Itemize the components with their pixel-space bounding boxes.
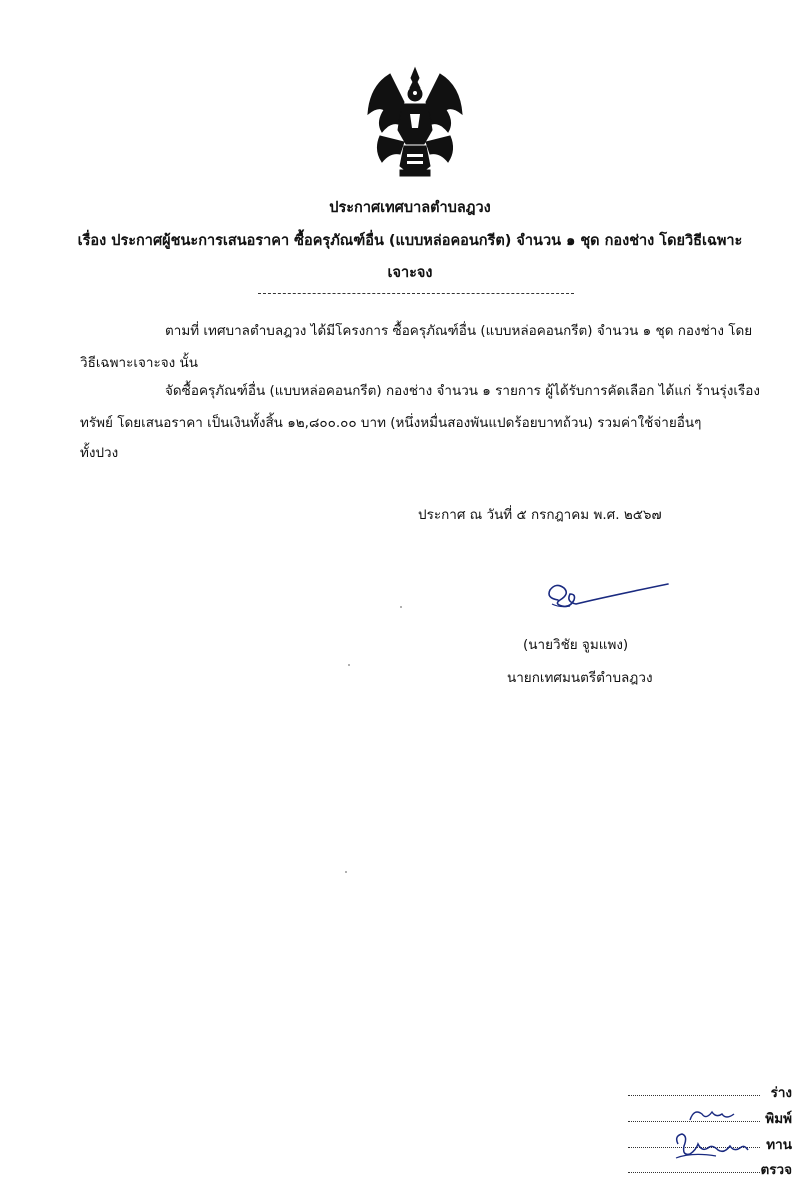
paper-speck — [348, 664, 350, 666]
flow-proof-label: ทาน — [766, 1137, 792, 1153]
paragraph-1-line-2: วิธีเฉพาะเจาะจง นั้น — [80, 355, 198, 371]
flow-print-label: พิมพ์ — [765, 1111, 792, 1127]
paper-speck — [400, 606, 402, 608]
flow-draft-label: ร่าง — [770, 1085, 792, 1101]
paragraph-1-line-1: ตามที่ เทศบาลตำบลฎวง ได้มีโครงการ ซื้อครุภัณฑ์อื่น (แบบหล่อคอนกรีต) จำนวน ๑ ชุด กองช่าง โดย — [165, 323, 753, 339]
announcement-date: ประกาศ ณ วันที่ ๕ กรกฎาคม พ.ศ. ๒๕๖๗ — [418, 507, 662, 523]
separator-line — [258, 293, 574, 294]
flow-draft-row — [628, 1081, 798, 1101]
garuda-emblem-icon — [360, 66, 470, 178]
signatory-name: (นายวิชัย จูมแพง) — [523, 637, 629, 653]
signatory-position: นายกเทศมนตรีตำบลฎวง — [507, 670, 653, 686]
agency-title: ประกาศเทศบาลตำบลฎวง — [329, 200, 491, 216]
dotted-line — [628, 1095, 760, 1096]
subject-line-1: เรื่อง ประกาศผู้ชนะการเสนอราคา ซื้อครุภัณฑ์อื่น (แบบหล่อคอนกรีต) จำนวน ๑ ชุด กองช่าง โดยวิธีเฉพาะ — [77, 233, 743, 249]
paragraph-2-line-2: ทรัพย์ โดยเสนอราคา เป็นเงินทั้งสิ้น ๑๒,๘๐๐.๐๐ บาท (หนึ่งหมื่นสองพันแปดร้อยบาทถ้วน) รวมค่าใช้จ่ายอื่นๆ — [80, 415, 702, 431]
subject-line-2: เจาะจง — [387, 265, 433, 281]
signature-icon — [540, 578, 675, 614]
flow-check-label: ตรวจ — [760, 1162, 792, 1178]
paragraph-2-line-1: จัดซื้อครุภัณฑ์อื่น (แบบหล่อคอนกรีต) กองช่าง จำนวน ๑ รายการ ผู้ได้รับการคัดเลือก ได้แก่ ร้านรุ่งเรือง — [165, 383, 760, 399]
paragraph-2-line-3: ทั้งปวง — [80, 445, 119, 461]
handwritten-initials-icon — [672, 1100, 772, 1180]
paper-speck — [345, 871, 347, 873]
